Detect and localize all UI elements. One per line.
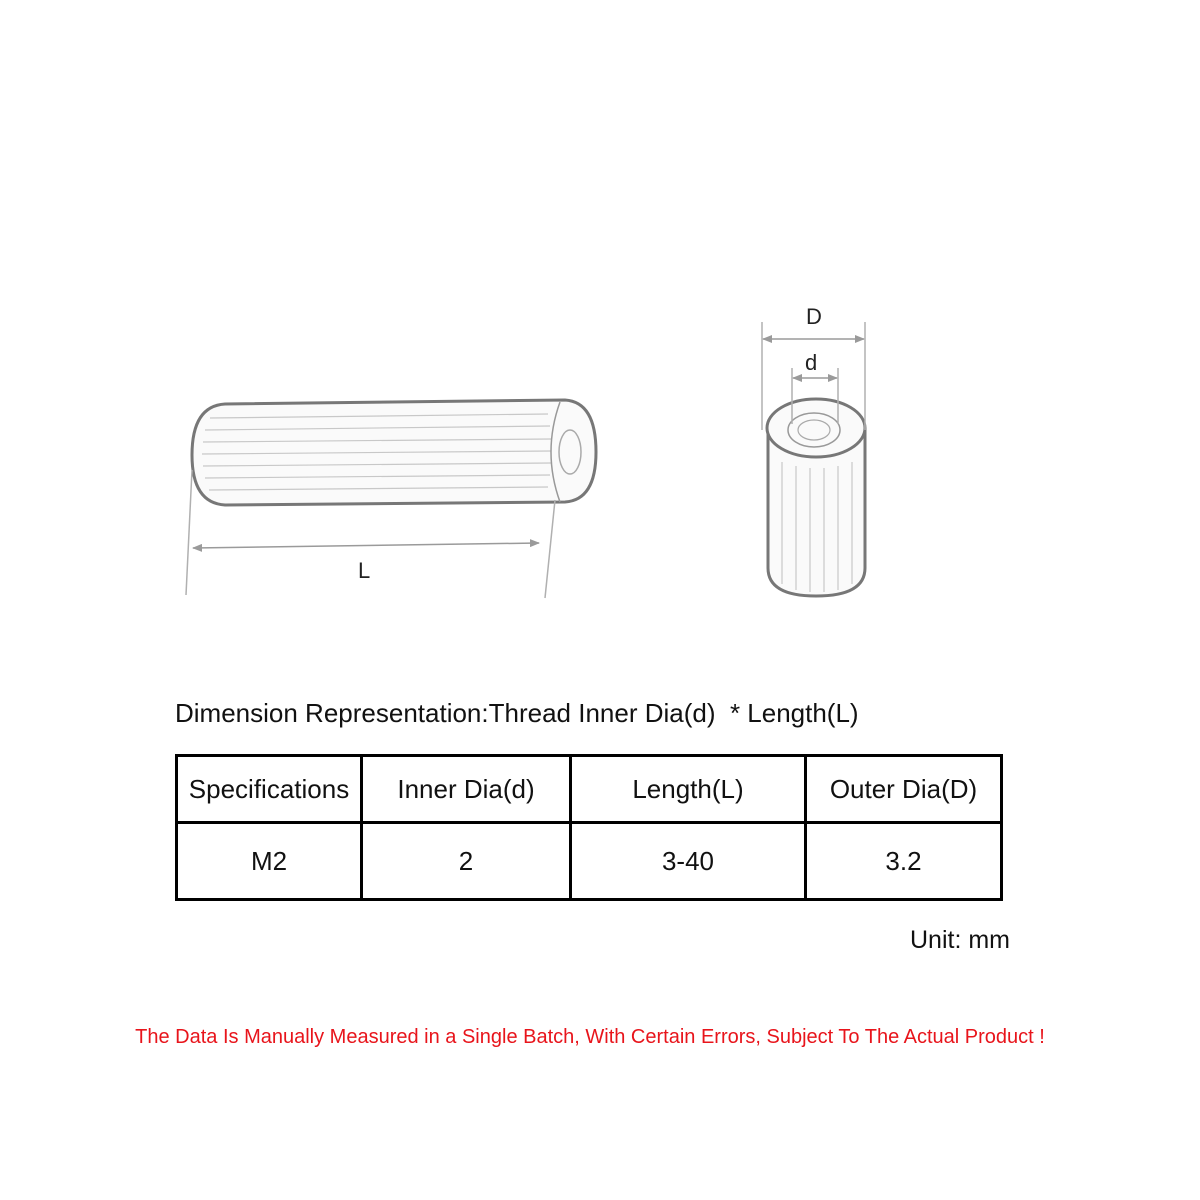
standoff-end-view [767,399,865,596]
cell-spec: M2 [177,823,362,900]
outer-dia-label: D [806,304,822,329]
dimension-representation: Dimension Representation:Thread Inner Dia(d) * Length(L) [175,698,859,728]
unit-label: Unit: mm [910,926,1010,954]
inner-dia-label: d [805,350,818,375]
header-specifications: Specifications [177,756,362,823]
table-header-row [177,756,1002,823]
length-label: L [358,558,371,583]
standoff-side-view [192,400,596,505]
header-outer-dia: Outer Dia(D) [806,756,1002,823]
header-length: Length(L) [571,756,806,823]
cell-inner-dia: 2 [362,823,571,900]
cell-length: 3-40 [571,823,806,900]
disclaimer-note: The Data Is Manually Measured in a Single Batch, With Certain Errors, Subject To The Actual Product ! [135,1026,1045,1048]
spec-table [175,754,1003,901]
table-row [177,823,1002,900]
cell-outer-dia: 3.2 [806,823,1002,900]
header-inner-dia: Inner Dia(d) [362,756,571,823]
